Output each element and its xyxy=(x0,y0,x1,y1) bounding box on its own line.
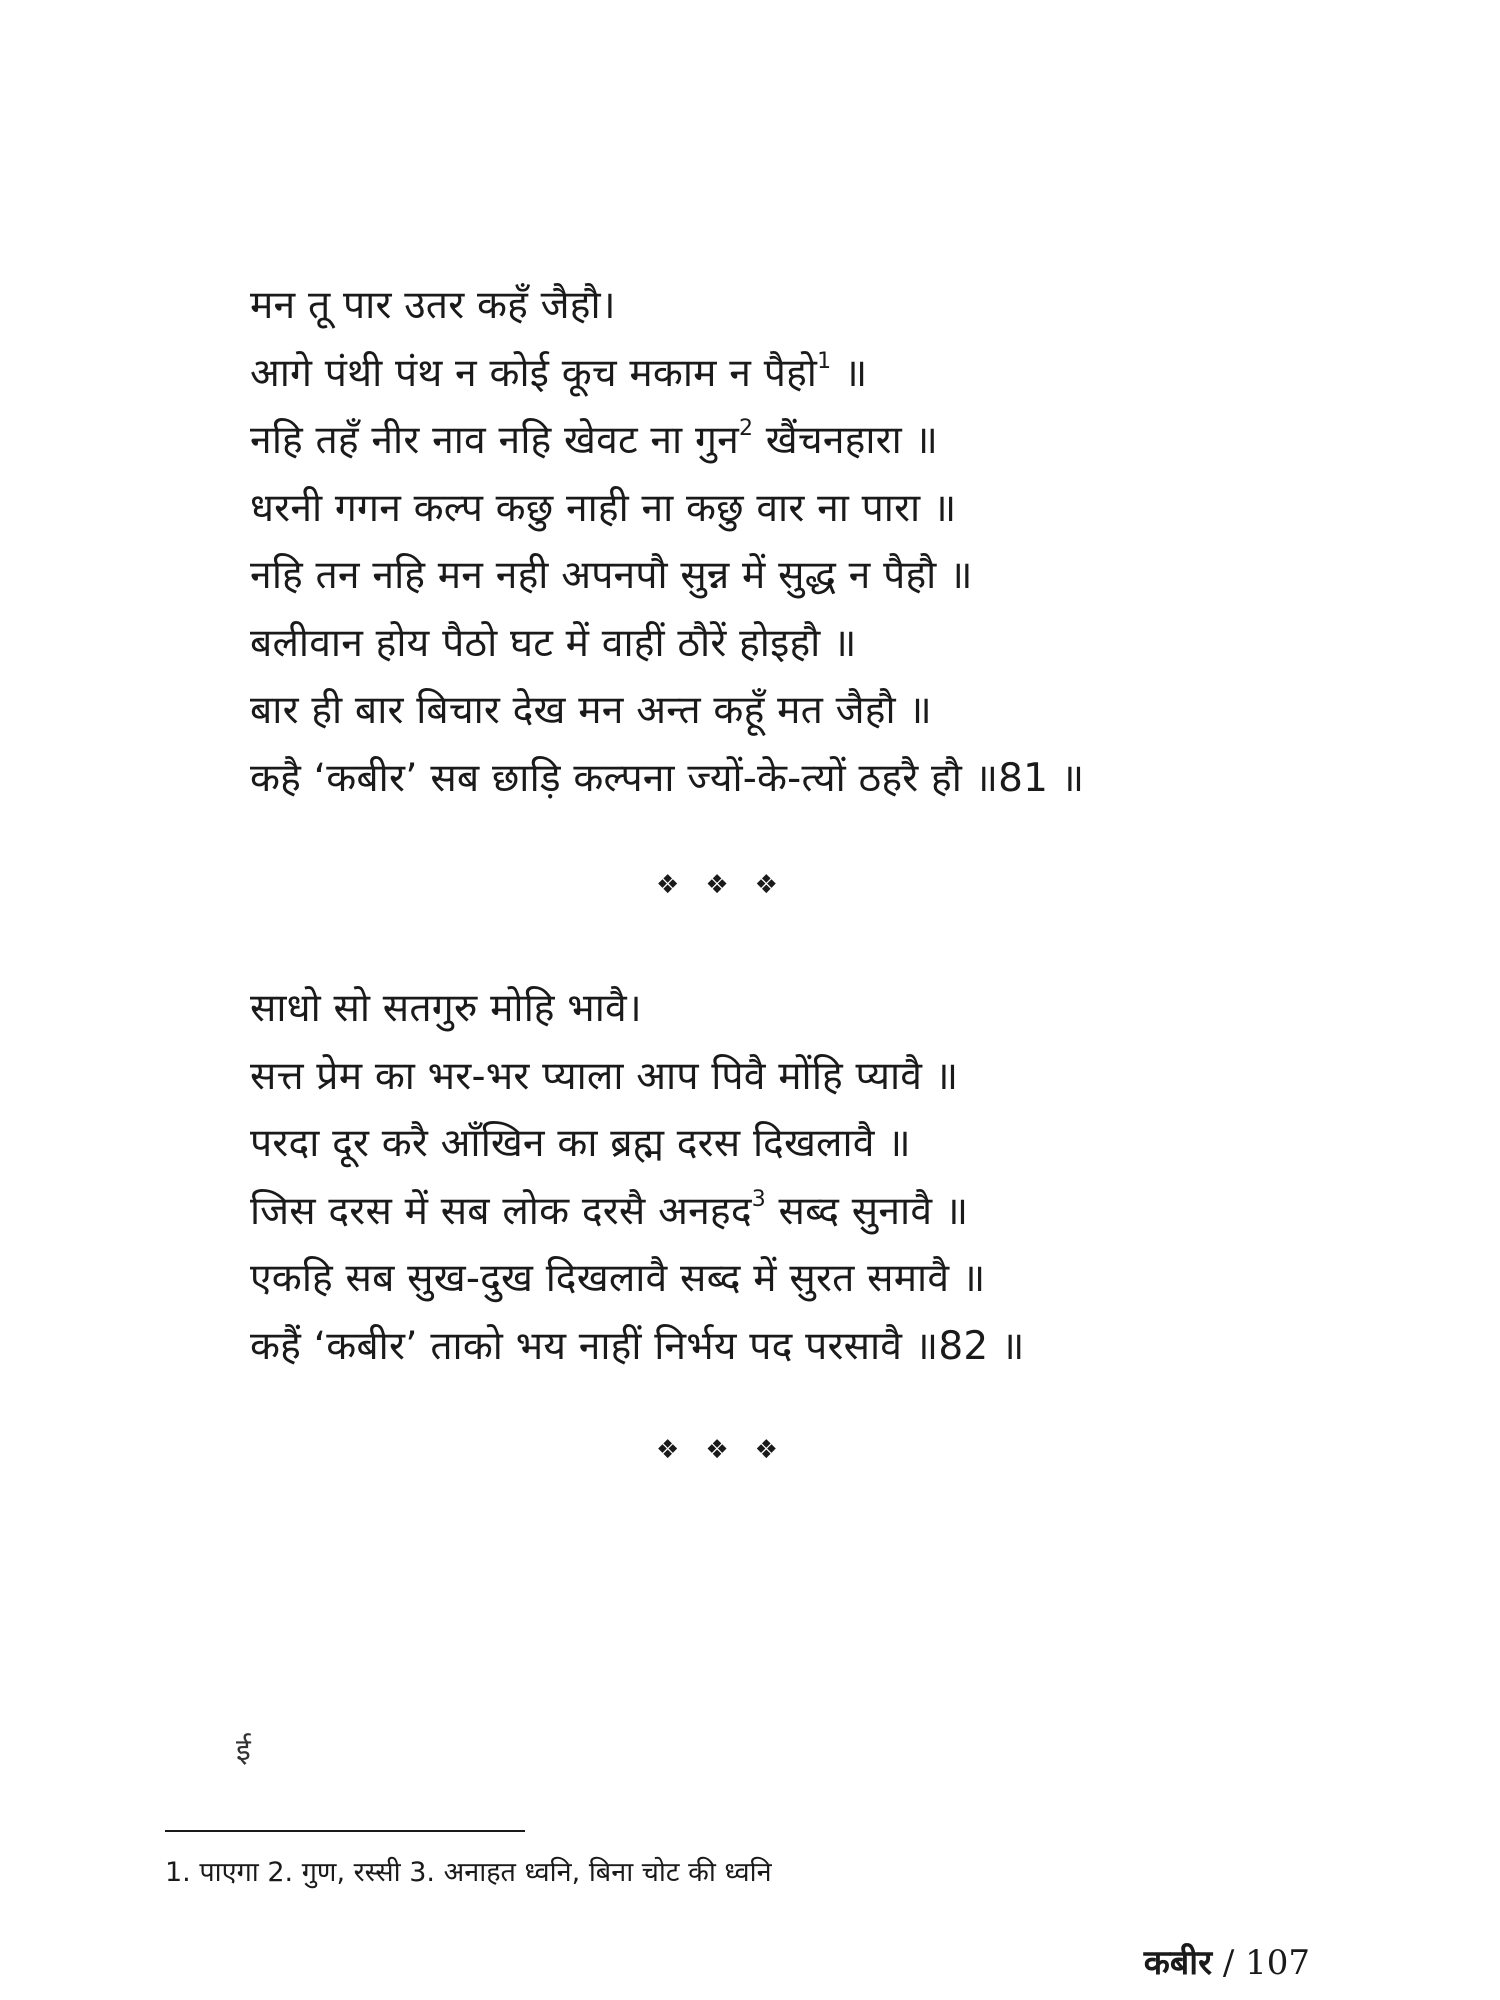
poem-line: साधो सो सतगुरु मोहि भावै। xyxy=(250,986,642,1031)
poem-81 xyxy=(250,272,1084,812)
footer-separator: / xyxy=(1212,1943,1246,1983)
footnote-ref: 1 xyxy=(817,348,832,374)
book-name: कबीर xyxy=(1143,1943,1213,1983)
poem-82 xyxy=(250,975,1025,1380)
poem-line: धरनी गगन कल्प कछु नाही ना कछु वार ना पारा ॥ xyxy=(250,485,957,531)
poem-line: सत्त प्रेम का भर-भर प्याला आप पिवै मोंहि प्यावै ॥ xyxy=(250,1053,959,1099)
poem-line: बलीवान होय पैठो घट में वाहीं ठौरें होइहौ ॥ xyxy=(250,620,857,666)
poem-line: बार ही बार बिचार देख मन अन्त कहूँ मत जैहौ ॥ xyxy=(250,688,932,733)
footnote-divider xyxy=(165,1830,525,1832)
poem-line: मन तू पार उतर कहँ जैहौ। xyxy=(250,283,616,328)
poem-line: कहै ‘कबीर’ सब छाड़ि कल्पना ज्यों-के-त्यों ठहरै हौ ॥81 ॥ xyxy=(250,755,1085,801)
section-divider-ornament: ❖❖❖ xyxy=(656,1435,804,1465)
poem-line: नहि तन नहि मन नही अपनपौ सुन्न में सुद्ध न पैहौ ॥ xyxy=(250,553,973,598)
page-number: 107 xyxy=(1245,1943,1310,1983)
footnote-ref: 3 xyxy=(751,1186,766,1212)
poem-line: एकहि सब सुख-दुख दिखलावै सब्द में सुरत समावै ॥ xyxy=(250,1256,986,1301)
poem-line: कहैं ‘कबीर’ ताको भय नाहीं निर्भय पद परसावै ॥82 ॥ xyxy=(250,1323,1025,1369)
poem-line: नहि तहँ नीर नाव नहि खेवट ना गुन$^2$ खैंचनहारा ॥ xyxy=(250,416,939,463)
section-divider-ornament: ❖❖❖ xyxy=(656,870,804,900)
poem-line: जिस दरस में सब लोक दरसै अनहद$^3$ सब्द सुनावै ॥ xyxy=(250,1186,969,1234)
footnote-ref: 2 xyxy=(738,416,754,441)
poem-line: आगे पंथी पंथ न कोई कूच मकाम न पैहो$^1$ ॥ xyxy=(250,348,868,396)
poem-line: परदा दूर करै आँखिन का ब्रह्म दरस दिखलावै ॥ xyxy=(250,1121,911,1166)
footnotes: 1. पाएगा 2. गुण, रस्सी 3. अनाहत ध्वनि, बिना चोट की ध्वनि xyxy=(165,1857,772,1888)
page-footer xyxy=(1144,1938,1310,1984)
stray-print-mark: ई xyxy=(236,1733,251,1768)
